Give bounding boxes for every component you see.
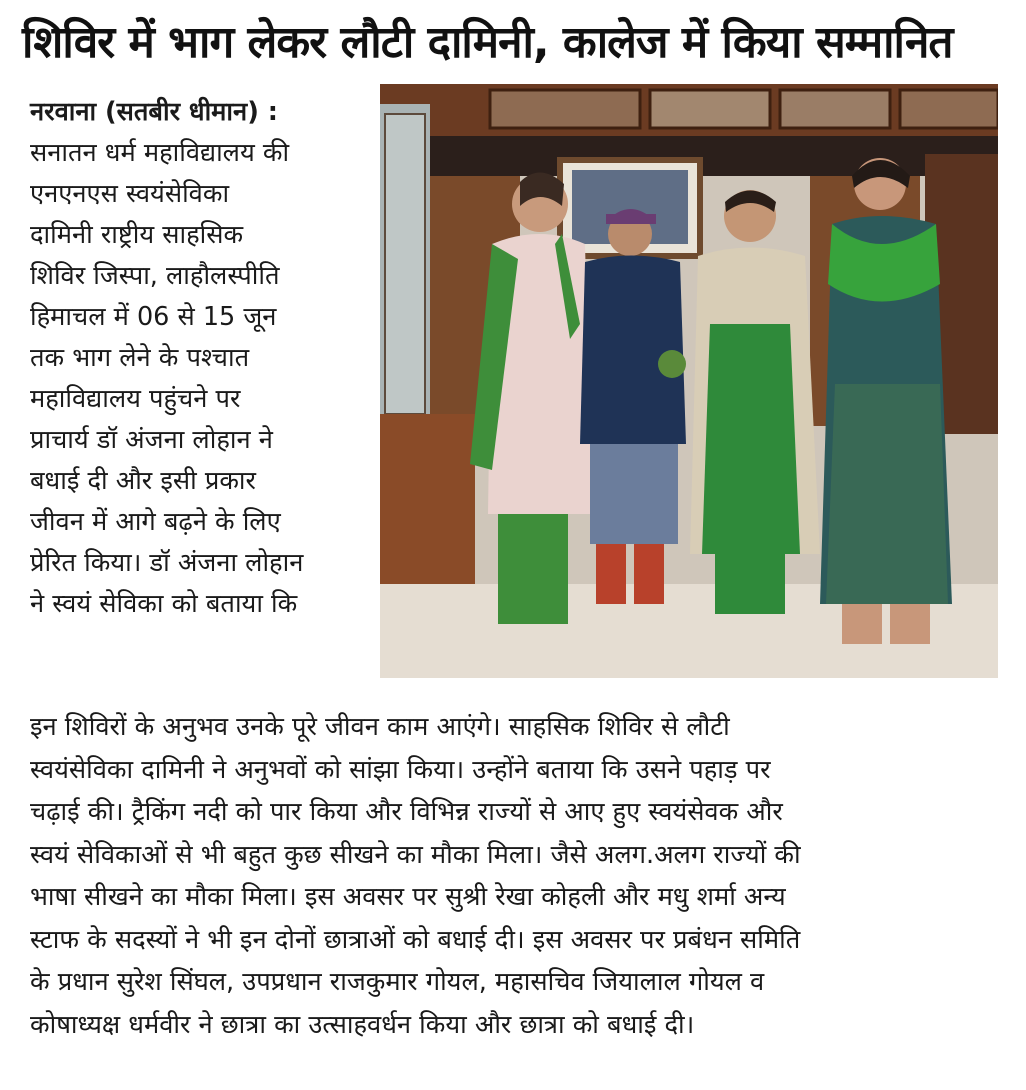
text-line: स्वयंसेविका दामिनी ने अनुभवों को सांझा किया। उन्होंने बताया कि उसने पहाड़ पर	[30, 754, 771, 785]
text-line: महाविद्यालय पहुंचने पर	[30, 384, 241, 414]
text-line: तक भाग लेने के पश्चात	[30, 343, 250, 373]
article-body-text	[30, 706, 1000, 1046]
article-column-text	[30, 92, 375, 625]
text-line: सनातन धर्म महाविद्यालय की	[30, 138, 290, 168]
text-line: एनएनएस स्वयंसेविका	[30, 179, 230, 209]
text-line: प्रेरित किया। डॉ अंजना लोहान	[30, 548, 304, 578]
text-line: हिमाचल में 06 से 15 जून	[30, 302, 277, 332]
text-line: स्वयं सेविकाओं से भी बहुत कुछ सीखने का मौका मिला। जैसे अलग.अलग राज्यों की	[30, 839, 801, 870]
text-line: जीवन में आगे बढ़ने के लिए	[30, 507, 281, 537]
text-line: प्राचार्य डॉ अंजना लोहान ने	[30, 425, 273, 455]
article-photo	[380, 84, 998, 678]
text-line: स्टाफ के सदस्यों ने भी इन दोनों छात्राओं को बधाई दी। इस अवसर पर प्रबंधन समिति	[30, 924, 801, 955]
text-line: शिविर जिस्पा, लाहौलस्पीति	[30, 261, 280, 291]
group-photo-illustration	[380, 84, 998, 678]
text-line: के प्रधान सुरेश सिंघल, उपप्रधान राजकुमार गोयल, महासचिव जियालाल गोयल व	[30, 967, 765, 997]
text-line: चढ़ाई की। ट्रैकिंग नदी को पार किया और विभिन्न राज्यों से आए हुए स्वयंसेवक और	[30, 797, 783, 827]
byline: नरवाना (सतबीर धीमान) :	[30, 97, 278, 127]
text-line: ने स्वयं सेविका को बताया कि	[30, 589, 298, 619]
text-line: बधाई दी और इसी प्रकार	[30, 466, 256, 496]
text-line: इन शिविरों के अनुभव उनके पूरे जीवन काम आएंगे। साहसिक शिविर से लौटी	[30, 712, 730, 742]
text-line: भाषा सीखने का मौका मिला। इस अवसर पर सुश्री रेखा कोहली और मधु शर्मा अन्य	[30, 882, 786, 912]
text-line: दामिनी राष्ट्रीय साहसिक	[30, 220, 244, 250]
text-line: कोषाध्यक्ष धर्मवीर ने छात्रा का उत्साहवर्धन किया और छात्रा को बधाई दी।	[30, 1009, 695, 1040]
headline: शिविर में भाग लेकर लौटी दामिनी, कालेज में किया सम्मानित	[22, 17, 953, 68]
